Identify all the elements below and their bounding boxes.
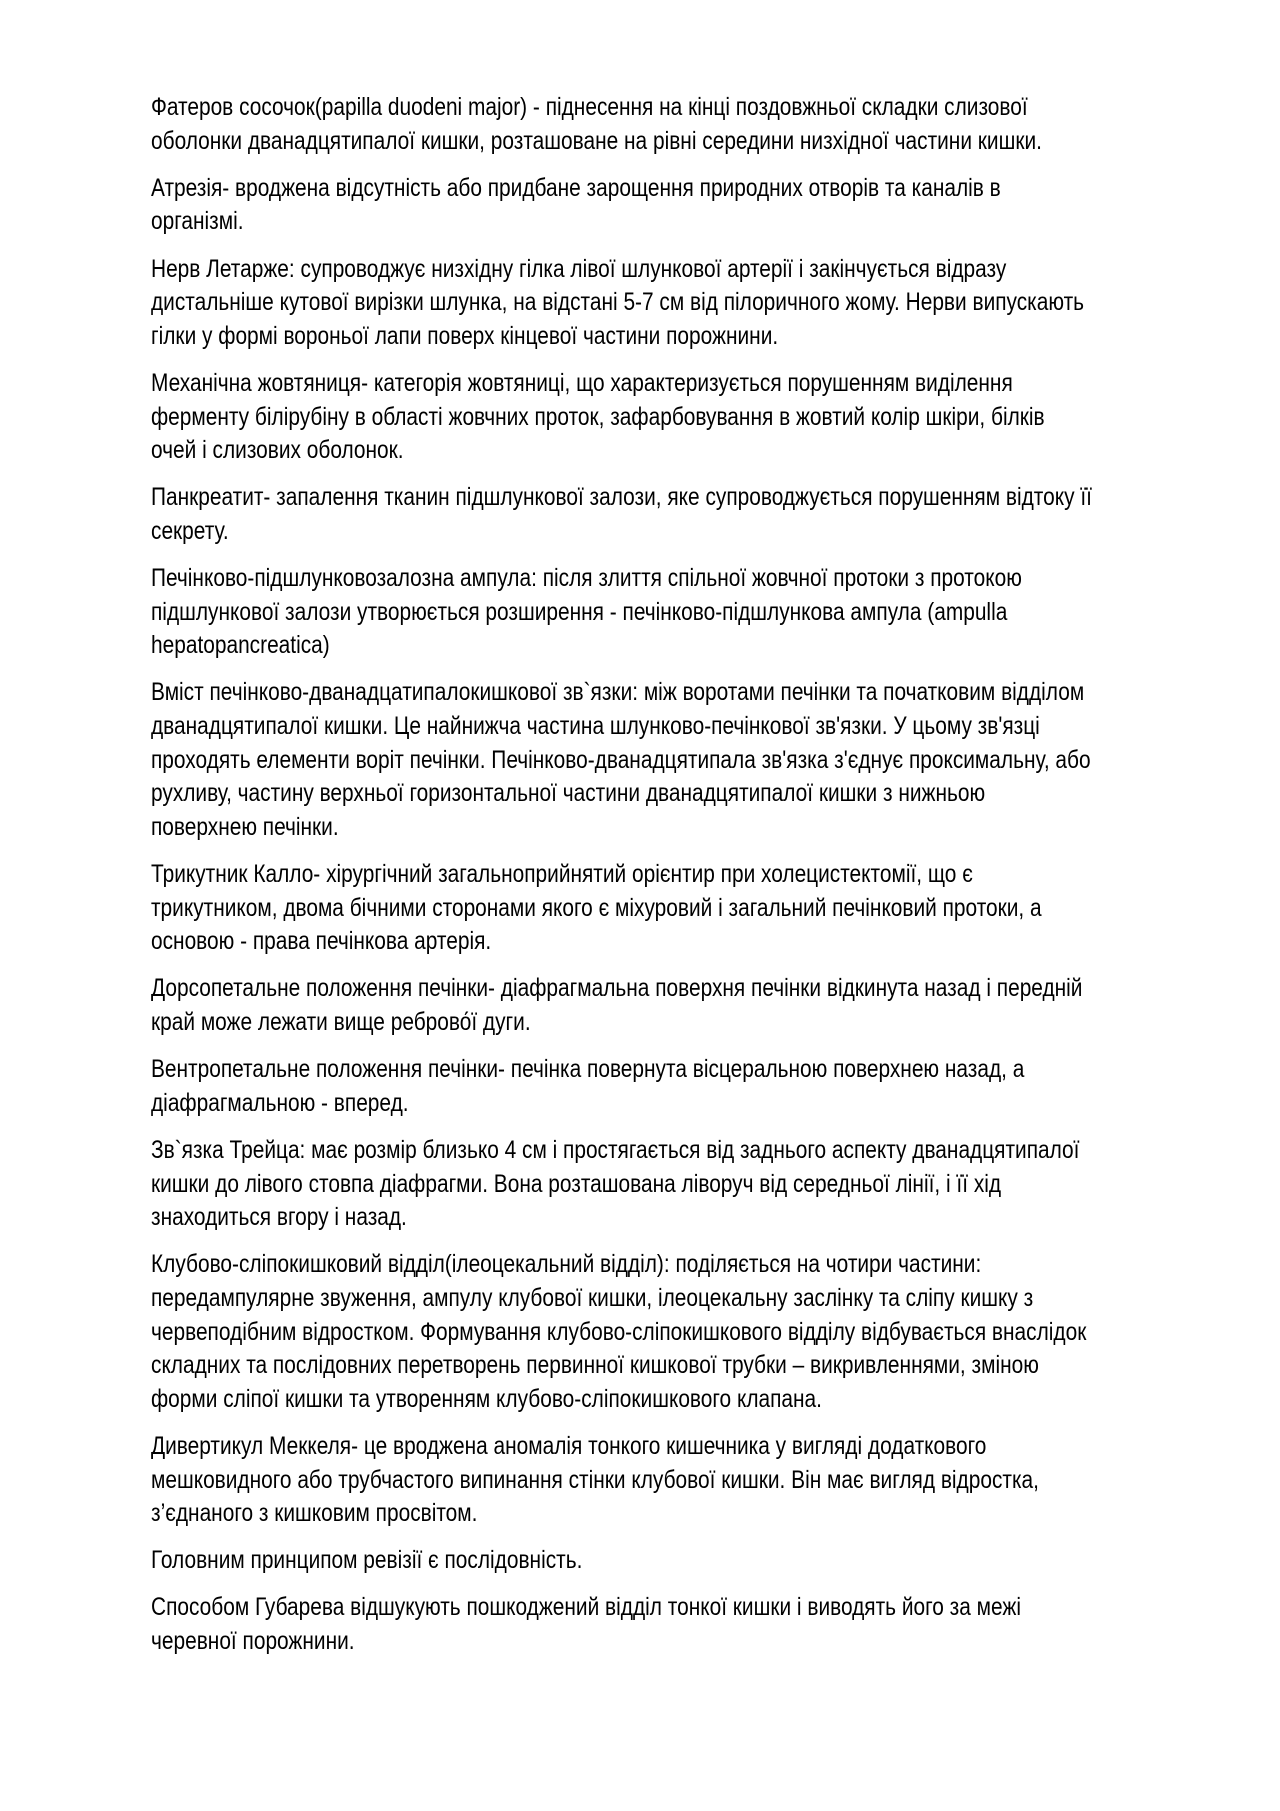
text-line: Головним принципом ревізії є послідовність. [151, 1546, 583, 1575]
paragraph [151, 367, 1045, 468]
text-line: форми сліпої кишки та утворенням клубово-сліпокишкового клапана. [151, 1384, 822, 1413]
text-line: мешковидного або трубчастого випинання стінки клубової кишки. Він має вигляд відростка, [151, 1465, 1039, 1494]
text-line: діафрагмальною - вперед. [151, 1088, 409, 1117]
text-line: Вміст печінково-дванадцатипалокишкової зв`язки: між воротами печінки та початковим відділом [151, 678, 1085, 707]
text-line: секрету. [151, 516, 229, 545]
paragraph [151, 1591, 1028, 1658]
text-line: очей і слизових оболонок. [151, 436, 404, 465]
text-line: Клубово-сліпокишковий відділ(ілеоцекальний відділ): поділяється на чотири частини: [151, 1250, 982, 1279]
text-line: кишки до лівого стовпа діафрагми. Вона розташована ліворуч від середньої лінії, і її хід [151, 1169, 1002, 1198]
text-line: складних та послідовних перетворень первинної кишкової трубки – викривленнями, зміною [151, 1351, 1039, 1380]
text-line: Зв`язка Трейца: має розмір близько 4 см і простягається від заднього аспекту дванадцятипалої [151, 1135, 1080, 1164]
text-line: hepatopancreatica) [151, 631, 330, 660]
text-line: край може лежати вище реброво́ї дуги. [151, 1008, 531, 1036]
text-line: Вентропетальне положення печінки- печінка повернута вісцеральною поверхнею назад, а [151, 1055, 1025, 1084]
text-line: Трикутник Калло- хірургічний загальноприйнятий орієнтир при холецистектомії, що є [151, 860, 973, 889]
text-line: Способом Губарева відшукують пошкоджений відділ тонкої кишки і виводять його за межі [151, 1593, 1022, 1622]
text-line: оболонки дванадцятипалої кишки, розташоване на рівні середини низхідної частини кишки. [151, 126, 1042, 155]
text-line: передампулярне звуження, ампулу клубової кишки, ілеоцекальну заслінку та сліпу кишку з [151, 1283, 1034, 1312]
text-line: Атрезія- вроджена відсутність або придбане зарощення природних отворів та каналів в [151, 173, 1001, 202]
paragraph [151, 1430, 1039, 1531]
text-line: трикутником, двома бічними сторонами якого є міхуровий і загальний печінковий протоки, а [151, 893, 1042, 922]
text-line: дванадцятипалої кишки. Це найнижча частина шлунково-печінкової зв'язки. У цьому зв'язці [151, 712, 1040, 741]
text-line: рухливу, частину верхньої горизонтальної частини дванадцятипалої кишки з нижньою [151, 779, 986, 808]
text-line: Механічна жовтяниця- категорія жовтяниці, що характеризується порушенням виділення [151, 368, 1013, 397]
paragraph [151, 562, 1028, 663]
text-line: ферменту білірубіну в області жовчних проток, зафарбовування в жовтий колір шкіри, білків [151, 402, 1045, 431]
paragraph [151, 172, 1028, 239]
document-page [151, 91, 1092, 1672]
paragraph [151, 972, 1083, 1039]
text-line: проходять елементи воріт печінки. Печінково-дванадцятипала зв'язка з'єднує проксимальну, або [151, 745, 1091, 774]
text-line: організмі. [151, 207, 244, 236]
text-line: Дорсопетальне положення печінки- діафрагмальна поверхня печінки відкинута назад і передній [151, 974, 1083, 1003]
text-line: дистальніше кутової вирізки шлунка, на відстані 5-7 см від пілоричного жому. Нерви випускають [151, 288, 1085, 317]
text-line: Дивертикул Меккеля- це вроджена аномалія тонкого кишечника у вигляді додаткового [151, 1431, 987, 1460]
paragraph [151, 1248, 1087, 1416]
paragraph [151, 481, 1092, 548]
text-line: Печінково-підшлунковозалозна ампула: після злиття спільної жовчної протоки з протокою [151, 564, 1022, 593]
text-line: Панкреатит- запалення тканин підшлункової залози, яке супроводжується порушенням відтоку її [151, 483, 1092, 512]
paragraph [151, 1544, 1028, 1578]
paragraph [151, 1134, 1080, 1235]
text-line: Нерв Летарже: супроводжує низхідну гілка лівої шлункової артерії і закінчується відразу [151, 254, 1007, 283]
paragraph [151, 1053, 1028, 1120]
paragraph [151, 676, 1091, 844]
text-line: Фатеров сосочок(papilla duodeni major) - піднесення на кінці поздовжньої складки слизової [151, 93, 1028, 121]
paragraph [151, 858, 1042, 959]
text-line: з’єднаного з кишковим просвітом. [151, 1499, 478, 1528]
text-line: червеподібним відростком. Формування клубово-сліпокишкового відділу відбувається внаслідок [151, 1317, 1087, 1346]
paragraph [151, 91, 1042, 158]
text-line: основою - права печінкова артерія. [151, 927, 492, 956]
paragraph [151, 253, 1085, 354]
text-line: знаходиться вгору і назад. [151, 1203, 407, 1232]
text-line: гілки у формі вороньої лапи поверх кінцевої частини порожнини. [151, 321, 779, 350]
text-line: підшлункової залози утворюється розширення - печінково-підшлункова ампула (ampulla [151, 597, 1008, 626]
text-line: черевної порожнини. [151, 1627, 355, 1656]
text-line: поверхнею печінки. [151, 812, 339, 841]
